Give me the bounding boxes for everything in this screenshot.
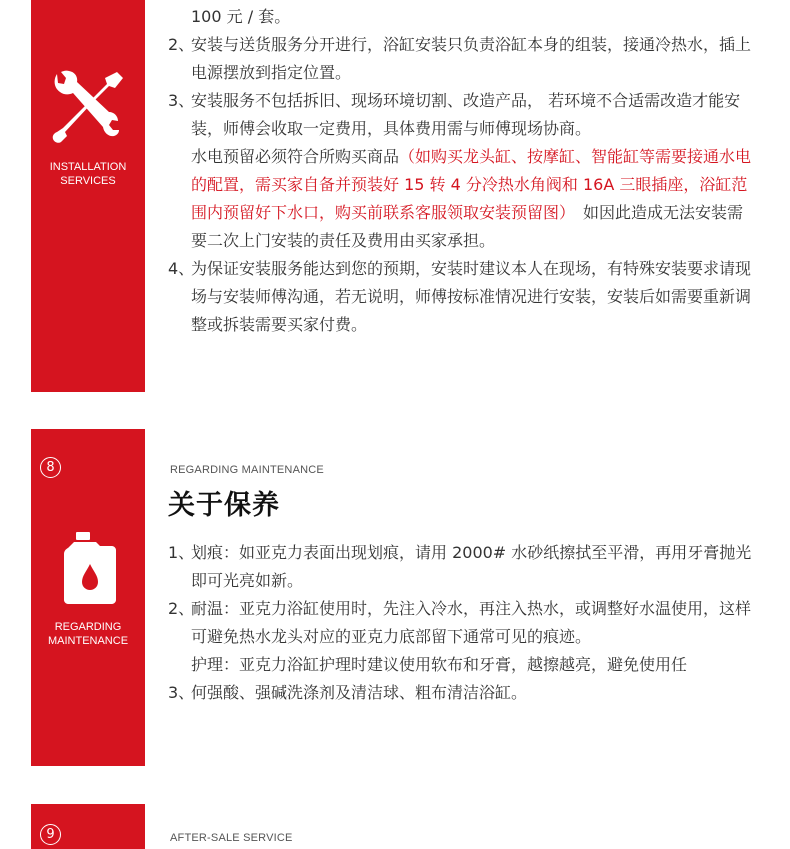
highlight-text: （如购买龙头缸、按摩缸、智能缸等需要接通水电的配置，需买家自备并预装好 15 转 4 分冷热水角阀和 16A 三眼插座，浴缸范围内预留好下水口，购买前联系客服领取安装预留图） xyxy=(191,147,752,222)
section-eyebrow: REGARDING MAINTENANCE xyxy=(170,464,324,476)
after-sale-panel xyxy=(31,804,145,849)
section-number-badge: 8 xyxy=(40,457,61,478)
maintenance-panel xyxy=(31,429,145,766)
item-text: 安装与送货服务分开进行，浴缸安装只负责浴缸本身的组装，接通冷热水，插上电源摆放到指定位置。 xyxy=(191,35,752,82)
installation-text xyxy=(168,3,758,339)
item-text-tail: 如因此造成无法安装需要二次上门安装的责任及费用由买家承担。 xyxy=(191,203,744,250)
item-number: 1、 xyxy=(168,543,195,562)
item-number: 3、 xyxy=(168,91,195,110)
list-item xyxy=(168,143,758,255)
item-text: 划痕：如亚克力表面出现划痕，请用 2000# 水砂纸擦拭至平滑，再用牙膏抛光即可光亮如新。 xyxy=(191,543,752,590)
list-item xyxy=(168,31,758,87)
section-number-badge: 9 xyxy=(40,824,61,845)
section-title: 关于保养 xyxy=(168,490,280,521)
installation-caption: INSTALLATION SERVICES xyxy=(49,161,127,187)
list-item xyxy=(168,255,758,339)
list-item xyxy=(168,539,758,595)
item-number: 2、 xyxy=(168,35,195,54)
section-eyebrow: AFTER-SALE SERVICE xyxy=(170,832,293,844)
item-text: 安装服务不包括拆旧、现场环境切割、改造产品， 若环境不合适需改造才能安装，师傅会收取一定费用，具体费用需与师傅现场协商。 xyxy=(191,91,741,138)
item-number: 3、 xyxy=(168,683,195,702)
item-number: 2、 xyxy=(168,599,195,618)
maintenance-caption: REGARDING MAINTENANCE xyxy=(47,621,129,647)
list-item: 100 元 / 套。 xyxy=(191,7,291,26)
item-number: 4、 xyxy=(168,259,195,278)
item-text: 为保证安装服务能达到您的预期，安装时建议本人在现场，有特殊安装要求请现场与安装师傅沟通，若无说明，师傅按标准情况进行安装，安装后如需要重新调整或拆装需要买家付费。 xyxy=(191,259,752,334)
installation-panel xyxy=(31,0,145,392)
oil-bottle-icon xyxy=(64,532,116,604)
list-item xyxy=(168,87,758,143)
list-item xyxy=(168,679,758,707)
maintenance-text xyxy=(168,539,758,707)
wrench-screwdriver-icon xyxy=(51,70,125,146)
list-item xyxy=(168,595,758,651)
item-text: 耐温：亚克力浴缸使用时，先注入冷水，再注入热水，或调整好水温使用，这样可避免热水龙头对应的亚克力底部留下通常可见的痕迹。 xyxy=(191,599,752,646)
item-text: 水电预留必须符合所购买商品 xyxy=(191,147,400,166)
list-item: 护理：亚克力浴缸护理时建议使用软布和牙膏，越擦越亮，避免使用任 xyxy=(191,655,688,674)
item-text: 何强酸、强碱洗涤剂及清洁球、粗布清洁浴缸。 xyxy=(191,683,528,702)
